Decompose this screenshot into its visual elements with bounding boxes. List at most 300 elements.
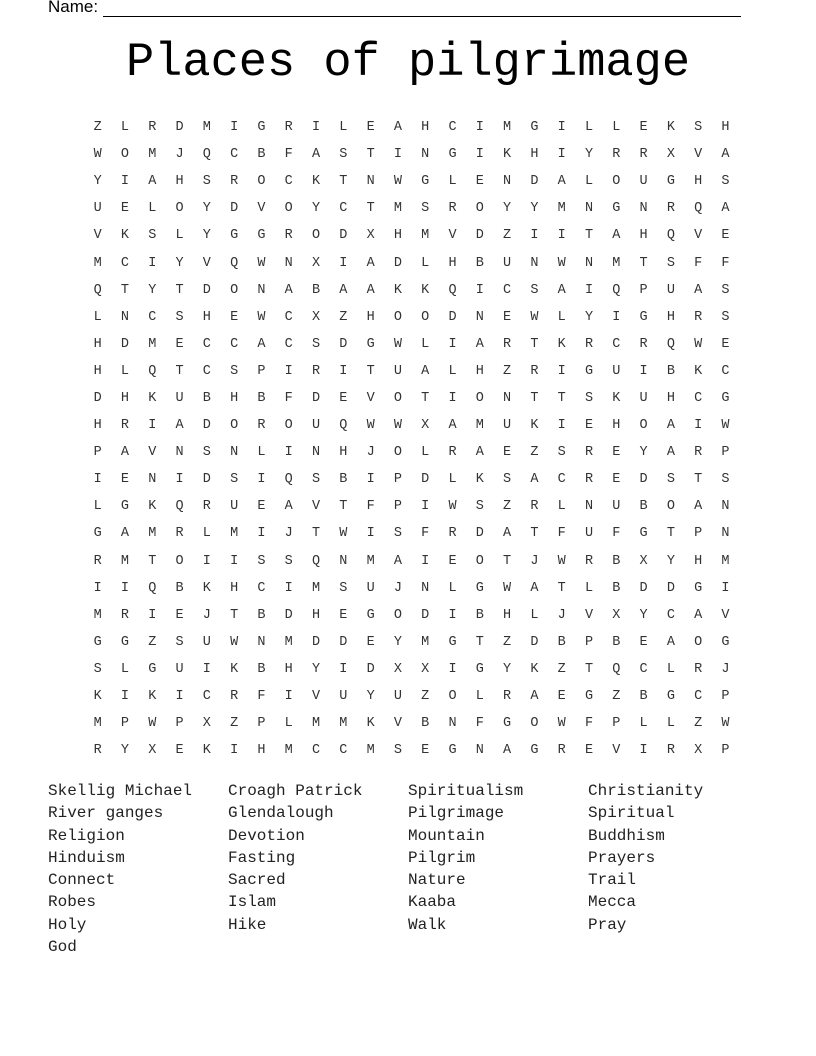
grid-letter: D <box>339 634 348 650</box>
grid-letter: P <box>721 445 730 461</box>
grid-letter: U <box>639 174 648 190</box>
grid-letter: A <box>612 228 621 244</box>
word-bank-item: Trail <box>588 871 637 890</box>
grid-letter: M <box>120 553 129 569</box>
grid-letter: B <box>175 580 184 596</box>
grid-letter: I <box>584 282 594 298</box>
grid-letter: K <box>530 418 539 434</box>
grid-letter: N <box>148 472 157 488</box>
grid-letter: L <box>284 716 293 732</box>
grid-letter: O <box>230 282 239 298</box>
grid-letter: E <box>639 120 648 136</box>
grid-letter: N <box>503 390 512 406</box>
grid-letter: D <box>475 526 484 542</box>
grid-letter: D <box>366 661 375 677</box>
grid-letter: C <box>148 309 157 325</box>
grid-letter: O <box>448 689 457 705</box>
grid-letter: A <box>311 147 321 163</box>
grid-letter: T <box>503 553 512 569</box>
grid-letter: Y <box>311 201 321 217</box>
letter-grid <box>84 114 739 764</box>
grid-letter: L <box>421 445 430 461</box>
grid-letter: I <box>120 174 129 190</box>
grid-letter: P <box>612 716 621 732</box>
word-bank-item: Pray <box>588 915 627 934</box>
grid-letter: W <box>557 716 566 732</box>
grid-letter: Q <box>666 336 675 352</box>
grid-letter: D <box>230 201 239 217</box>
word-bank-item: Mecca <box>588 893 637 912</box>
grid-letter: E <box>721 228 730 244</box>
grid-letter: G <box>257 120 266 136</box>
grid-letter: X <box>639 553 648 569</box>
grid-letter: H <box>257 743 266 759</box>
grid-letter: O <box>475 553 484 569</box>
grid-letter: O <box>393 309 402 325</box>
grid-letter: L <box>584 120 594 136</box>
grid-letter: C <box>230 147 239 163</box>
grid-letter: K <box>202 580 211 596</box>
grid-letter: H <box>694 553 703 569</box>
grid-letter: T <box>666 526 675 542</box>
grid-letter: A <box>366 282 375 298</box>
grid-letter: H <box>612 418 621 434</box>
grid-letter: R <box>448 445 457 461</box>
grid-letter: G <box>530 743 539 759</box>
word-bank-item: River ganges <box>48 804 164 823</box>
grid-letter: A <box>721 201 730 217</box>
grid-letter: E <box>175 743 184 759</box>
grid-letter: T <box>311 526 321 542</box>
grid-letter: A <box>475 336 484 352</box>
name-label: Name: <box>48 0 99 16</box>
grid-letter: Q <box>230 255 239 271</box>
grid-letter: K <box>557 336 566 352</box>
grid-letter: R <box>257 418 266 434</box>
grid-letter: C <box>339 743 348 759</box>
grid-letter: S <box>721 472 730 488</box>
grid-letter: M <box>421 228 430 244</box>
grid-letter: C <box>639 661 648 677</box>
grid-letter: S <box>393 526 402 542</box>
grid-letter: M <box>148 147 157 163</box>
grid-letter: I <box>257 526 266 542</box>
grid-letter: R <box>639 336 648 352</box>
grid-letter: H <box>421 120 430 136</box>
grid-letter: A <box>421 363 430 379</box>
grid-letter: N <box>584 201 594 217</box>
grid-letter: O <box>393 445 402 461</box>
grid-letter: Y <box>366 689 375 705</box>
grid-letter: H <box>530 147 539 163</box>
grid-letter: C <box>284 309 293 325</box>
grid-letter: K <box>311 174 321 190</box>
grid-letter: H <box>721 120 730 136</box>
grid-letter: K <box>202 743 211 759</box>
grid-letter: L <box>202 526 211 542</box>
grid-letter: R <box>448 201 457 217</box>
grid-letter: B <box>339 472 348 488</box>
grid-letter: C <box>202 689 211 705</box>
grid-letter: I <box>694 418 703 434</box>
grid-letter: D <box>93 390 102 406</box>
grid-letter: T <box>175 282 184 298</box>
grid-letter: A <box>530 472 539 488</box>
grid-letter: N <box>311 445 321 461</box>
grid-letter: S <box>694 120 703 136</box>
grid-letter: V <box>366 390 375 406</box>
grid-letter: I <box>475 282 484 298</box>
grid-letter: U <box>202 634 211 650</box>
grid-letter: M <box>612 255 621 271</box>
grid-letter: T <box>120 282 129 298</box>
grid-letter: F <box>257 689 266 705</box>
grid-letter: X <box>666 147 675 163</box>
word-bank-item: Devotion <box>228 826 305 845</box>
grid-letter: Q <box>93 282 102 298</box>
grid-letter: Z <box>339 309 348 325</box>
word-bank-item: Croagh Patrick <box>228 782 363 800</box>
grid-letter: U <box>339 689 348 705</box>
grid-letter: B <box>612 553 621 569</box>
grid-letter: V <box>311 499 321 515</box>
grid-letter: W <box>530 309 539 325</box>
grid-letter: B <box>639 499 648 515</box>
grid-letter: G <box>721 634 730 650</box>
grid-letter: X <box>202 716 211 732</box>
grid-letter: N <box>721 526 730 542</box>
grid-letter: F <box>557 526 566 542</box>
grid-letter: W <box>721 716 730 732</box>
word-bank-item: Holy <box>48 915 87 934</box>
grid-letter: G <box>93 634 102 650</box>
grid-letter: A <box>694 282 703 298</box>
grid-letter: R <box>230 174 239 190</box>
grid-letter: O <box>612 174 621 190</box>
grid-letter: L <box>530 607 539 623</box>
grid-letter: H <box>202 309 211 325</box>
grid-letter: Z <box>557 661 566 677</box>
grid-letter: W <box>93 147 102 163</box>
grid-letter: G <box>421 174 430 190</box>
grid-letter: R <box>639 147 648 163</box>
grid-letter: E <box>557 689 566 705</box>
grid-letter: L <box>557 309 566 325</box>
grid-letter: L <box>666 661 675 677</box>
grid-letter: P <box>120 716 129 732</box>
grid-letter: Q <box>175 499 184 515</box>
grid-letter: B <box>257 607 266 623</box>
grid-letter: C <box>284 174 293 190</box>
grid-letter: F <box>421 526 430 542</box>
grid-letter: Q <box>148 363 157 379</box>
grid-letter: J <box>202 607 211 623</box>
grid-letter: R <box>694 445 703 461</box>
grid-letter: P <box>639 282 648 298</box>
grid-letter: K <box>475 472 484 488</box>
grid-letter: Q <box>284 472 293 488</box>
grid-letter: U <box>311 418 321 434</box>
grid-letter: W <box>694 336 703 352</box>
grid-letter: M <box>148 526 157 542</box>
grid-letter: O <box>175 201 184 217</box>
grid-letter: D <box>339 336 348 352</box>
grid-letter: S <box>393 743 402 759</box>
grid-letter: D <box>421 472 430 488</box>
grid-letter: B <box>475 255 484 271</box>
grid-letter: T <box>148 553 157 569</box>
grid-letter: K <box>148 390 157 406</box>
grid-letter: N <box>721 499 730 515</box>
word-bank-item: Spiritualism <box>408 782 524 800</box>
grid-letter: O <box>421 309 430 325</box>
grid-letter: R <box>503 689 512 705</box>
grid-letter: Y <box>175 255 184 271</box>
grid-letter: S <box>421 201 430 217</box>
grid-letter: I <box>93 580 102 596</box>
grid-letter: N <box>503 174 512 190</box>
grid-letter: U <box>175 390 184 406</box>
grid-letter: G <box>120 499 129 515</box>
grid-letter: G <box>448 147 457 163</box>
grid-letter: I <box>366 472 375 488</box>
grid-letter: C <box>339 201 348 217</box>
grid-letter: H <box>93 363 102 379</box>
grid-letter: U <box>503 255 512 271</box>
word-bank-item: Sacred <box>228 871 286 890</box>
grid-letter: U <box>584 526 594 542</box>
grid-letter: C <box>612 336 621 352</box>
grid-letter: P <box>257 716 266 732</box>
grid-letter: C <box>284 336 293 352</box>
grid-letter: I <box>175 472 184 488</box>
grid-letter: Z <box>503 499 512 515</box>
grid-letter: Q <box>612 661 621 677</box>
word-bank-item: Walk <box>408 915 447 934</box>
grid-letter: C <box>120 255 129 271</box>
grid-letter: U <box>612 363 621 379</box>
grid-letter: L <box>421 336 430 352</box>
word-bank-item: Hike <box>228 915 267 934</box>
grid-letter: C <box>202 363 211 379</box>
grid-letter: A <box>694 499 703 515</box>
grid-letter: A <box>120 526 129 542</box>
grid-letter: U <box>393 689 402 705</box>
word-bank-item: Connect <box>48 871 116 890</box>
grid-letter: T <box>530 336 539 352</box>
name-underline <box>103 1 741 17</box>
grid-letter: L <box>448 580 457 596</box>
grid-letter: X <box>393 661 402 677</box>
grid-letter: I <box>148 418 157 434</box>
grid-letter: Q <box>694 201 703 217</box>
grid-letter: O <box>175 553 184 569</box>
grid-letter: H <box>694 174 703 190</box>
grid-letter: H <box>448 255 457 271</box>
grid-letter: U <box>612 499 621 515</box>
grid-letter: W <box>366 418 375 434</box>
grid-letter: I <box>257 472 266 488</box>
grid-letter: Y <box>148 282 157 298</box>
grid-letter: G <box>448 743 457 759</box>
grid-letter: A <box>557 174 566 190</box>
grid-letter: K <box>694 363 703 379</box>
grid-letter: T <box>557 580 566 596</box>
grid-letter: B <box>557 634 566 650</box>
grid-letter: I <box>448 336 457 352</box>
grid-letter: O <box>475 390 484 406</box>
grid-letter: M <box>503 120 512 136</box>
grid-letter: J <box>284 526 293 542</box>
grid-letter: V <box>257 201 266 217</box>
grid-letter: B <box>639 689 648 705</box>
grid-letter: H <box>666 390 675 406</box>
grid-letter: T <box>366 363 375 379</box>
grid-letter: R <box>584 553 594 569</box>
grid-letter: I <box>612 309 621 325</box>
grid-letter: I <box>120 689 129 705</box>
grid-letter: A <box>666 634 675 650</box>
grid-letter: W <box>230 634 239 650</box>
grid-letter: I <box>366 526 375 542</box>
grid-letter: U <box>393 363 402 379</box>
grid-letter: D <box>530 634 539 650</box>
grid-letter: P <box>175 716 184 732</box>
grid-letter: R <box>694 661 703 677</box>
grid-letter: A <box>284 499 293 515</box>
grid-letter: Z <box>421 689 430 705</box>
grid-letter: N <box>639 201 648 217</box>
grid-letter: T <box>557 390 566 406</box>
grid-letter: O <box>639 418 648 434</box>
grid-letter: D <box>639 472 648 488</box>
grid-letter: E <box>584 418 594 434</box>
grid-letter: W <box>557 255 566 271</box>
grid-letter: S <box>721 282 730 298</box>
grid-letter: L <box>175 228 184 244</box>
grid-letter: N <box>421 580 430 596</box>
grid-letter: G <box>503 716 512 732</box>
grid-letter: H <box>666 309 675 325</box>
grid-letter: V <box>393 716 402 732</box>
grid-letter: C <box>202 336 211 352</box>
grid-letter: B <box>311 282 321 298</box>
grid-letter: C <box>557 472 566 488</box>
grid-letter: O <box>257 174 266 190</box>
grid-letter: O <box>311 228 321 244</box>
grid-letter: K <box>230 661 239 677</box>
grid-letter: M <box>339 716 348 732</box>
grid-letter: D <box>311 634 321 650</box>
grid-letter: P <box>93 445 102 461</box>
grid-letter: N <box>421 147 430 163</box>
grid-letter: L <box>612 120 621 136</box>
grid-letter: M <box>202 120 211 136</box>
grid-letter: I <box>93 472 102 488</box>
grid-letter: A <box>448 418 457 434</box>
grid-letter: A <box>666 445 675 461</box>
grid-letter: R <box>557 743 566 759</box>
grid-letter: C <box>721 363 730 379</box>
grid-letter: E <box>366 634 375 650</box>
grid-letter: G <box>612 201 621 217</box>
grid-letter: W <box>557 553 566 569</box>
grid-letter: Z <box>148 634 157 650</box>
grid-letter: W <box>721 418 730 434</box>
grid-letter: B <box>475 607 484 623</box>
grid-letter: K <box>120 228 129 244</box>
grid-letter: A <box>175 418 184 434</box>
grid-letter: S <box>721 174 730 190</box>
grid-letter: X <box>311 255 321 271</box>
grid-letter: X <box>612 607 621 623</box>
grid-letter: G <box>666 174 675 190</box>
grid-letter: E <box>339 607 348 623</box>
word-bank-item: Prayers <box>588 848 656 867</box>
grid-letter: M <box>148 336 157 352</box>
grid-letter: N <box>120 309 129 325</box>
grid-letter: G <box>366 607 375 623</box>
grid-letter: R <box>612 147 621 163</box>
grid-letter: N <box>584 255 594 271</box>
grid-letter: G <box>148 661 157 677</box>
grid-letter: D <box>666 580 675 596</box>
grid-letter: S <box>721 309 730 325</box>
grid-letter: X <box>421 661 430 677</box>
grid-letter: H <box>93 418 102 434</box>
grid-letter: M <box>93 607 102 623</box>
grid-letter: O <box>393 607 402 623</box>
grid-letter: W <box>448 499 457 515</box>
grid-letter: L <box>666 716 675 732</box>
grid-letter: H <box>175 174 184 190</box>
grid-letter: H <box>366 309 375 325</box>
grid-letter: X <box>366 228 375 244</box>
grid-letter: E <box>503 309 512 325</box>
grid-letter: M <box>311 716 321 732</box>
grid-letter: U <box>503 418 512 434</box>
grid-letter: A <box>503 526 512 542</box>
grid-letter: N <box>339 553 348 569</box>
grid-letter: I <box>230 743 239 759</box>
grid-letter: J <box>393 580 402 596</box>
grid-letter: G <box>639 526 648 542</box>
grid-letter: B <box>202 390 211 406</box>
grid-letter: M <box>721 553 730 569</box>
grid-letter: G <box>257 228 266 244</box>
grid-letter: F <box>284 390 293 406</box>
grid-letter: Y <box>93 174 102 190</box>
grid-letter: M <box>284 634 293 650</box>
grid-letter: S <box>175 309 184 325</box>
grid-letter: L <box>557 499 566 515</box>
grid-letter: I <box>448 607 457 623</box>
grid-letter: Z <box>230 716 239 732</box>
grid-letter: R <box>93 553 102 569</box>
grid-letter: Y <box>639 607 648 623</box>
grid-letter: G <box>639 309 648 325</box>
grid-letter: H <box>230 580 239 596</box>
grid-letter: P <box>721 689 730 705</box>
grid-letter: J <box>530 553 539 569</box>
grid-letter: S <box>584 390 594 406</box>
grid-letter: K <box>530 661 539 677</box>
grid-letter: R <box>584 336 594 352</box>
grid-letter: N <box>584 499 594 515</box>
word-bank-item: Skellig Michael <box>48 782 193 800</box>
grid-letter: G <box>721 390 730 406</box>
grid-letter: S <box>503 472 512 488</box>
